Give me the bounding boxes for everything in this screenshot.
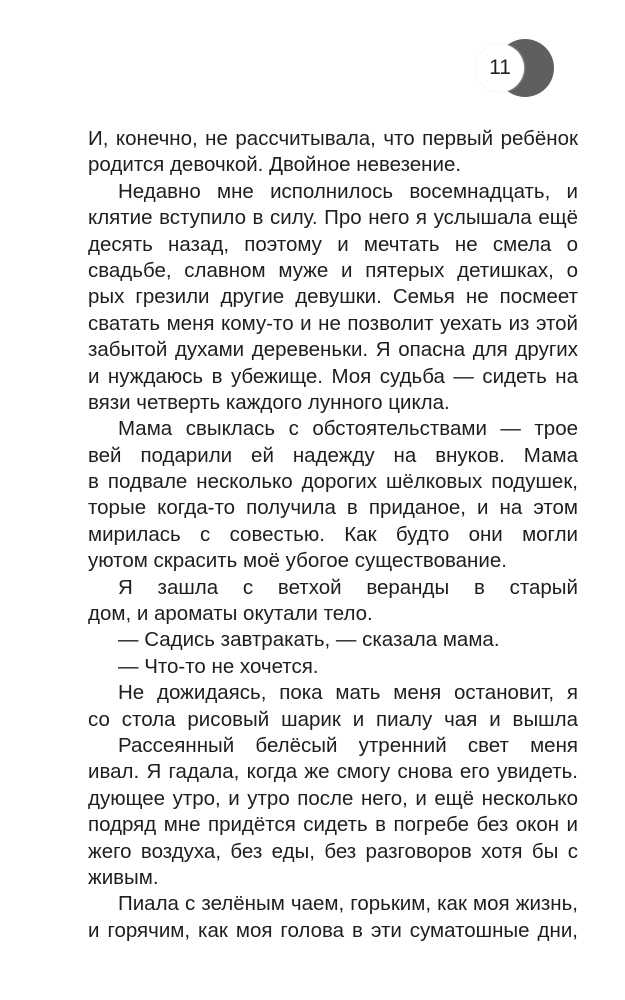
text-line: Пиала с зелёным чаем, горьким, как моя жизнь, bbox=[118, 892, 578, 916]
text-line: и горячим, как моя голова в эти суматошные дни, bbox=[88, 918, 578, 942]
text-line: в подвале несколько дорогих шёлковых подушек, bbox=[88, 470, 578, 494]
text-line: свадьбе, славном муже и пятерых детишках, о bbox=[88, 258, 578, 282]
text-line: со стола рисовый шарик и пиалу чая и вышла bbox=[88, 707, 578, 731]
body-text bbox=[88, 126, 578, 944]
text-line: дующее утро, и утро после него, и ещё несколько bbox=[88, 786, 578, 810]
text-line: мирилась с совестью. Как будто они могли bbox=[88, 522, 578, 546]
text-line: уютом скрасить моё убогое существование. bbox=[88, 549, 507, 573]
text-line: подряд мне придётся сидеть в погребе без окон и bbox=[88, 813, 578, 837]
text-line: вязи четверть каждого лунного цикла. bbox=[88, 390, 450, 414]
text-line: ивал. Я гадала, когда же смогу снова его увидеть. bbox=[88, 760, 578, 784]
text-line: Рассеянный белёсый утренний свет меня bbox=[118, 733, 578, 757]
page-number: 11 bbox=[489, 56, 511, 79]
text-line: Недавно мне исполнилось восемнадцать, и bbox=[118, 179, 578, 203]
text-line: живым. bbox=[88, 865, 159, 889]
text-line: Не дожидаясь, пока мать меня остановит, я bbox=[118, 681, 578, 705]
text-line: торые когда-то получила в приданое, и на этом bbox=[88, 496, 578, 520]
text-line: забытой духами деревеньки. Я опасна для других bbox=[88, 338, 578, 362]
text-line: — Садись завтракать, — сказала мама. bbox=[118, 628, 500, 652]
text-line: сватать меня кому-то и не позволит уехать из этой bbox=[88, 311, 578, 335]
text-line: десять назад, поэтому и мечтать не смела о bbox=[88, 232, 578, 256]
text-line: клятие вступило в силу. Про него я услышала ещё bbox=[88, 206, 578, 230]
text-line: вей подарили ей надежду на внуков. Мама bbox=[88, 443, 578, 467]
text-line: рых грезили другие девушки. Семья не посмеет bbox=[88, 285, 578, 309]
text-line: Я зашла с ветхой веранды в старый bbox=[118, 575, 578, 599]
page-folio bbox=[470, 38, 560, 98]
text-line: жего воздуха, без еды, без разговоров хотя бы с bbox=[88, 839, 578, 863]
text-line: дом, и ароматы окутали тело. bbox=[88, 602, 373, 626]
text-line: — Что-то не хочется. bbox=[118, 654, 319, 678]
text-line: Мама свыклась с обстоятельствами — трое bbox=[118, 417, 578, 441]
text-line: и нуждаюсь в убежище. Моя судьба — сидеть на bbox=[88, 364, 578, 388]
text-line: родится девочкой. Двойное невезение. bbox=[88, 153, 462, 177]
text-line: И, конечно, не рассчитывала, что первый ребёнок bbox=[88, 127, 578, 150]
